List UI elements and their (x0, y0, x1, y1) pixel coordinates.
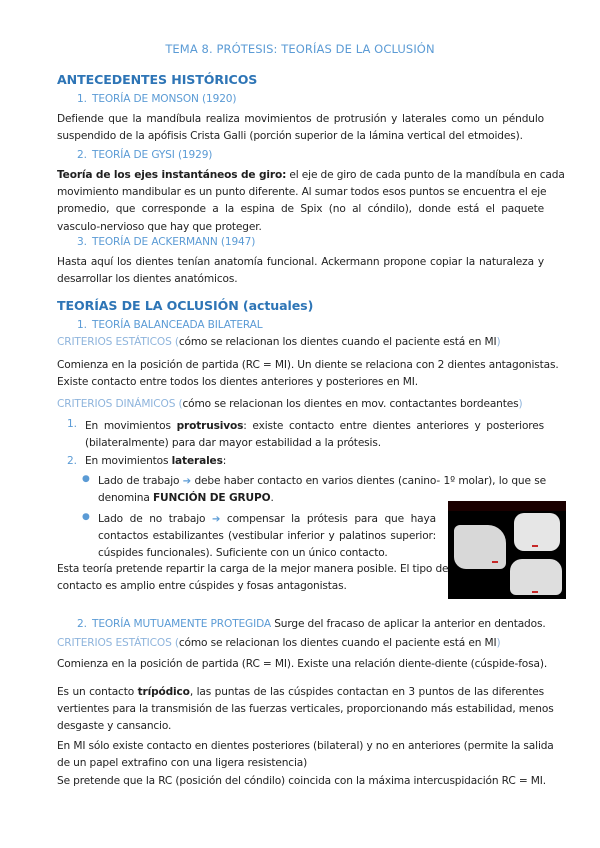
denture-illustration-bottom (510, 559, 562, 595)
text-line: En MI sólo existe contacto en dientes posteriores (bilateral) y no en anteriores (permite la salida (57, 740, 554, 752)
text-line: desarrollar los dientes anatómicos. (57, 273, 238, 286)
paragraph-balanceada-closing (57, 561, 449, 595)
text-fragment: debe haber contacto en varios dientes (canino- 1º molar), lo que se (191, 475, 547, 487)
list-item-laterales (85, 455, 226, 467)
paragraph-mi (57, 738, 554, 772)
text-fragment: En movimientos (85, 420, 177, 432)
subheading-label: TEORÍA DE GYSI (1929) (92, 149, 213, 161)
text-fragment: denomina (98, 492, 153, 505)
text-line: contactos estabilizantes (vestibular inferior y palatinos superior: (98, 530, 436, 543)
text-line: (bilateralmente) para dar mayor estabilidad a la prótesis. (85, 437, 381, 450)
text-line (57, 684, 544, 701)
subheading-number: 2. (77, 149, 87, 161)
list-number: 2. (67, 455, 77, 467)
criteria-dynamic-line (57, 398, 522, 410)
subheading-number: 2. (77, 618, 87, 630)
occlusion-figure (448, 501, 566, 599)
criteria-description: cómo se relacionan los dientes cuando el paciente está en MI (178, 336, 497, 348)
criteria-description: cómo se relacionan los dientes en mov. contactantes bordeantes (182, 398, 519, 410)
text-line: Defiende que la mandíbula realiza movimientos de protrusión y laterales como un péndulo (57, 113, 544, 125)
paren: ) (518, 398, 523, 410)
paragraph-balanceada-static (57, 357, 559, 391)
contact-marker (532, 591, 538, 593)
subheading-ackermann (77, 236, 255, 248)
text-fragment: el eje de giro de cada punto de la mandíbula en cada (286, 169, 565, 181)
paren: ( (171, 637, 179, 649)
subheading-mutuamente (77, 618, 546, 630)
paren: ( (175, 398, 183, 410)
subheading-label: TEORÍA DE MONSON (1920) (92, 93, 237, 105)
text-fragment: Es un contacto (57, 686, 138, 698)
bullet-lado-no-trabajo (98, 511, 436, 563)
text-line: desgaste y cansancio. (57, 720, 172, 733)
text-fragment: : (222, 455, 227, 467)
bullet-dot-icon: ● (82, 474, 90, 484)
bold-term: laterales (171, 455, 223, 467)
text-fragment: Surge del fracaso de aplicar la anterior en dentados. (271, 618, 546, 630)
text-line: Existe contacto entre todos los dientes anteriores y posteriores en MI. (57, 376, 418, 389)
paragraph-rc: Se pretende que la RC (posición del cóndilo) coincida con la máxima intercuspidación RC = MI. (57, 775, 546, 787)
text-line: contacto es amplio entre cúspides y fosas antagonistas. (57, 580, 347, 593)
subheading-label: TEORÍA BALANCEADA BILATERAL (92, 319, 263, 331)
criteria-static-line-2 (57, 637, 500, 649)
bullet-dot-icon: ● (82, 512, 90, 522)
contact-marker (532, 545, 538, 547)
text-line (98, 511, 436, 528)
subheading-number: 1. (77, 319, 87, 331)
text-fragment: . (270, 492, 274, 505)
paragraph-tripodico (57, 684, 554, 736)
subheading-monson (77, 93, 236, 105)
text-line: Hasta aquí los dientes tenían anatomía funcional. Ackermann propone copiar la naturaleza y (57, 256, 544, 268)
criteria-label: CRITERIOS DINÁMICOS (57, 398, 176, 410)
text-line: Comienza en la posición de partida (RC = MI). Un diente se relaciona con 2 dientes antagonistas. (57, 359, 559, 371)
subheading-number: 3. (77, 236, 87, 248)
paragraph-gysi (57, 167, 565, 236)
paragraph-monson (57, 111, 544, 145)
subheading-balanceada (77, 319, 263, 331)
criteria-label: CRITERIOS ESTÁTICOS (57, 336, 172, 348)
text-fragment: : existe contacto entre dientes anteriores y posteriores (243, 420, 544, 432)
text-line: vertientes para la transmisión de las fuerzas verticales, proporcionando más estabilidad, menos (57, 703, 554, 716)
criteria-label: CRITERIOS ESTÁTICOS (57, 637, 172, 649)
criteria-static-line (57, 336, 500, 348)
paragraph-mutuamente-static: Comienza en la posición de partida (RC = MI). Existe una relación diente-diente (cúspide-fosa). (57, 658, 548, 670)
paren: ) (496, 637, 501, 649)
text-line (98, 473, 546, 490)
text-line (57, 167, 565, 184)
bold-term: Teoría de los ejes instantáneos de giro: (57, 169, 287, 181)
list-item-protrusivos-number (67, 418, 77, 430)
text-fragment: , las puntas de las cúspides contactan en 3 puntos de las diferentes (189, 686, 544, 698)
section-heading-teorias: TEORÍAS DE LA OCLUSIÓN (actuales) (57, 298, 314, 313)
text-line: suspendido de la apófisis Crista Galli (porción superior de la lámina vertical del etmoides). (57, 130, 523, 143)
page-title: TEMA 8. PRÓTESIS: TEORÍAS DE LA OCLUSIÓN (165, 42, 435, 56)
skull-jaw-illustration (454, 525, 506, 569)
list-item-protrusivos (85, 418, 544, 452)
text-line: movimiento mandibular es un punto diferente. Al sumar todos esos puntos se encuentra el eje (57, 186, 547, 199)
figure-title-band (448, 501, 566, 511)
bold-term: protrusivos (176, 420, 244, 432)
subheading-label: TEORÍA DE ACKERMANN (1947) (92, 236, 256, 248)
arrow-right-icon: ➔ (182, 476, 192, 487)
criteria-description: cómo se relacionan los dientes cuando el paciente está en MI (178, 637, 497, 649)
paren: ( (171, 336, 179, 348)
text-line: de un papel extrafino con una ligera resistencia) (57, 757, 308, 770)
list-item-laterales-number (67, 455, 77, 467)
section-heading-antecedentes: ANTECEDENTES HISTÓRICOS (57, 72, 258, 87)
list-number: 1. (67, 418, 77, 430)
bold-term: FUNCIÓN DE GRUPO (152, 492, 271, 505)
subheading-label: TEORÍA MUTUAMENTE PROTEGIDA (92, 618, 272, 630)
text-fragment: En movimientos (85, 455, 172, 467)
subheading-number: 1. (77, 93, 87, 105)
text-line: promedio, que corresponde a la espina de Spix (no al cóndilo), donde está el paquete (57, 203, 544, 216)
text-line: vasculo-nervioso que hay que proteger. (57, 220, 262, 233)
bold-term: trípódico (137, 686, 190, 698)
text-fragment: compensar la prótesis para que haya (220, 513, 436, 525)
text-fragment: Lado de trabajo (98, 475, 183, 487)
contact-marker (492, 561, 498, 563)
arrow-right-icon: ➔ (212, 514, 221, 525)
paren: ) (496, 336, 501, 348)
paragraph-ackermann (57, 254, 544, 288)
text-line: cúspides funcionales). Suficiente con un único contacto. (98, 547, 388, 560)
text-line (85, 418, 544, 435)
text-line: Esta teoría pretende repartir la carga de la mejor manera posible. El tipo de (57, 563, 449, 575)
subheading-gysi (77, 149, 212, 161)
text-fragment: Lado de no trabajo (98, 513, 213, 525)
